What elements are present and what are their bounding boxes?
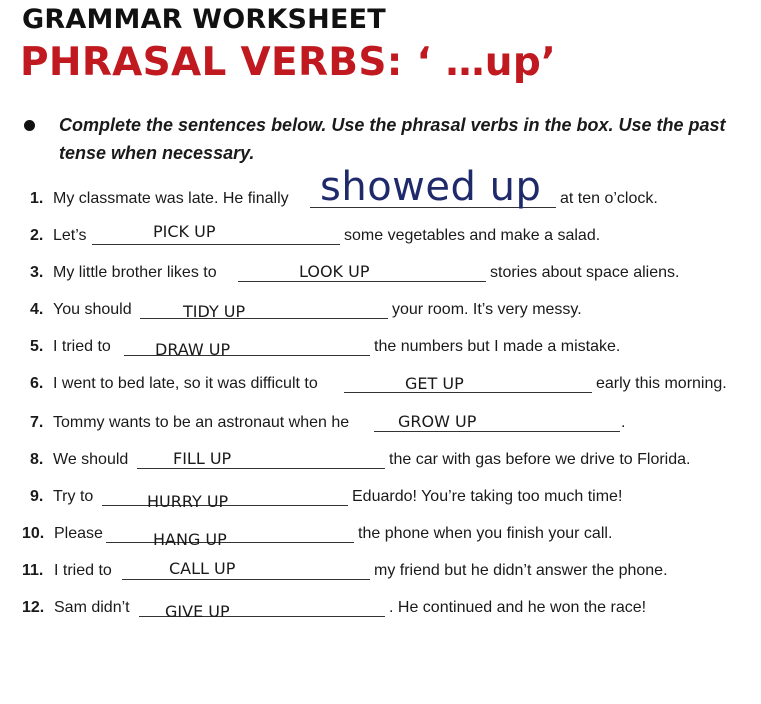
sentence-before: Tommy wants to be an astronaut when he (53, 414, 350, 431)
sentence-before: I went to bed late, so it was difficult to (53, 375, 318, 392)
answer-blank[interactable] (92, 244, 340, 245)
sentence-after: the numbers but I made a mistake. (374, 338, 621, 355)
sentence-before: I tried to (53, 338, 111, 355)
item-number: 5. (30, 338, 44, 355)
sentence-after: at ten o’clock. (560, 190, 658, 207)
typed-answer: FILL UP (173, 449, 232, 468)
sentence-after: early this morning. (596, 375, 727, 392)
sentence-row-5 (22, 332, 752, 362)
item-number: 8. (30, 451, 44, 468)
typed-answer: CALL UP (169, 559, 236, 578)
typed-answer: GET UP (405, 374, 464, 393)
sentence-before: Let’s (53, 227, 87, 244)
item-number: 9. (30, 488, 44, 505)
sentence-after: some vegetables and make a salad. (344, 227, 601, 244)
sentence-row-7 (22, 408, 752, 438)
answer-blank[interactable] (344, 392, 592, 393)
typed-answer: HANG UP (153, 530, 227, 549)
typed-answer: HURRY UP (147, 492, 229, 511)
sentence-after: the phone when you finish your call. (358, 525, 613, 542)
typed-answer: LOOK UP (299, 262, 370, 281)
bullet-icon (24, 120, 35, 131)
item-number: 12. (22, 599, 45, 616)
answer-blank[interactable] (106, 542, 354, 543)
sentence-row-11 (22, 556, 752, 586)
handwritten-answer: showed up (320, 164, 542, 210)
sentence-before: We should (53, 451, 129, 468)
sentence-before: You should (53, 301, 132, 318)
sentence-row-1 (22, 164, 752, 214)
item-number: 2. (30, 227, 44, 244)
sentence-after: your room. It’s very messy. (392, 301, 582, 318)
item-number: 11. (22, 562, 44, 579)
sentence-before: My little brother likes to (53, 264, 217, 281)
sentence-row-2 (22, 221, 752, 251)
item-number: 3. (30, 264, 44, 281)
sentence-after: the car with gas before we drive to Florida. (389, 451, 691, 468)
sentence-before: My classmate was late. He finally (53, 190, 289, 207)
answer-blank[interactable] (374, 431, 620, 432)
sentence-before: Sam didn’t (54, 599, 130, 616)
sentence-row-10 (22, 519, 752, 549)
sentence-after: Eduardo! You’re taking too much time! (352, 488, 623, 505)
sentence-before: Try to (53, 488, 94, 505)
sentence-row-4 (22, 295, 752, 325)
typed-answer: GIVE UP (165, 602, 230, 621)
sentence-after: . He continued and he won the race! (389, 599, 647, 616)
worksheet-subtitle: PHRASAL VERBS: ‘ …up’ (20, 40, 557, 85)
typed-answer: GROW UP (398, 412, 477, 431)
sentence-after: my friend but he didn’t answer the phone. (374, 562, 668, 579)
typed-answer: PICK UP (153, 222, 216, 241)
sentence-after: . (621, 414, 626, 431)
sentence-before: I tried to (54, 562, 112, 579)
answer-blank[interactable] (137, 468, 385, 469)
worksheet-title: GRAMMAR WORKSHEET (22, 4, 386, 35)
answer-blank[interactable] (122, 579, 370, 580)
sentence-row-3 (22, 258, 752, 288)
sentence-row-8 (22, 445, 752, 475)
item-number: 7. (30, 414, 44, 431)
instructions-text: Complete the sentences below. Use the phrasal verbs in the box. Use the past tense when necessary. (59, 115, 726, 163)
sentence-row-6 (22, 369, 752, 399)
answer-blank[interactable] (238, 281, 486, 282)
item-number: 10. (22, 525, 45, 542)
sentence-after: stories about space aliens. (490, 264, 680, 281)
item-number: 1. (30, 190, 44, 207)
sentence-row-9 (22, 482, 752, 512)
typed-answer: TIDY UP (183, 302, 246, 321)
item-number: 6. (30, 375, 44, 392)
sentence-before: Please (54, 525, 103, 542)
typed-answer: DRAW UP (155, 340, 231, 359)
item-number: 4. (30, 301, 44, 318)
sentence-row-12 (22, 593, 752, 623)
answer-blank[interactable] (140, 318, 388, 319)
